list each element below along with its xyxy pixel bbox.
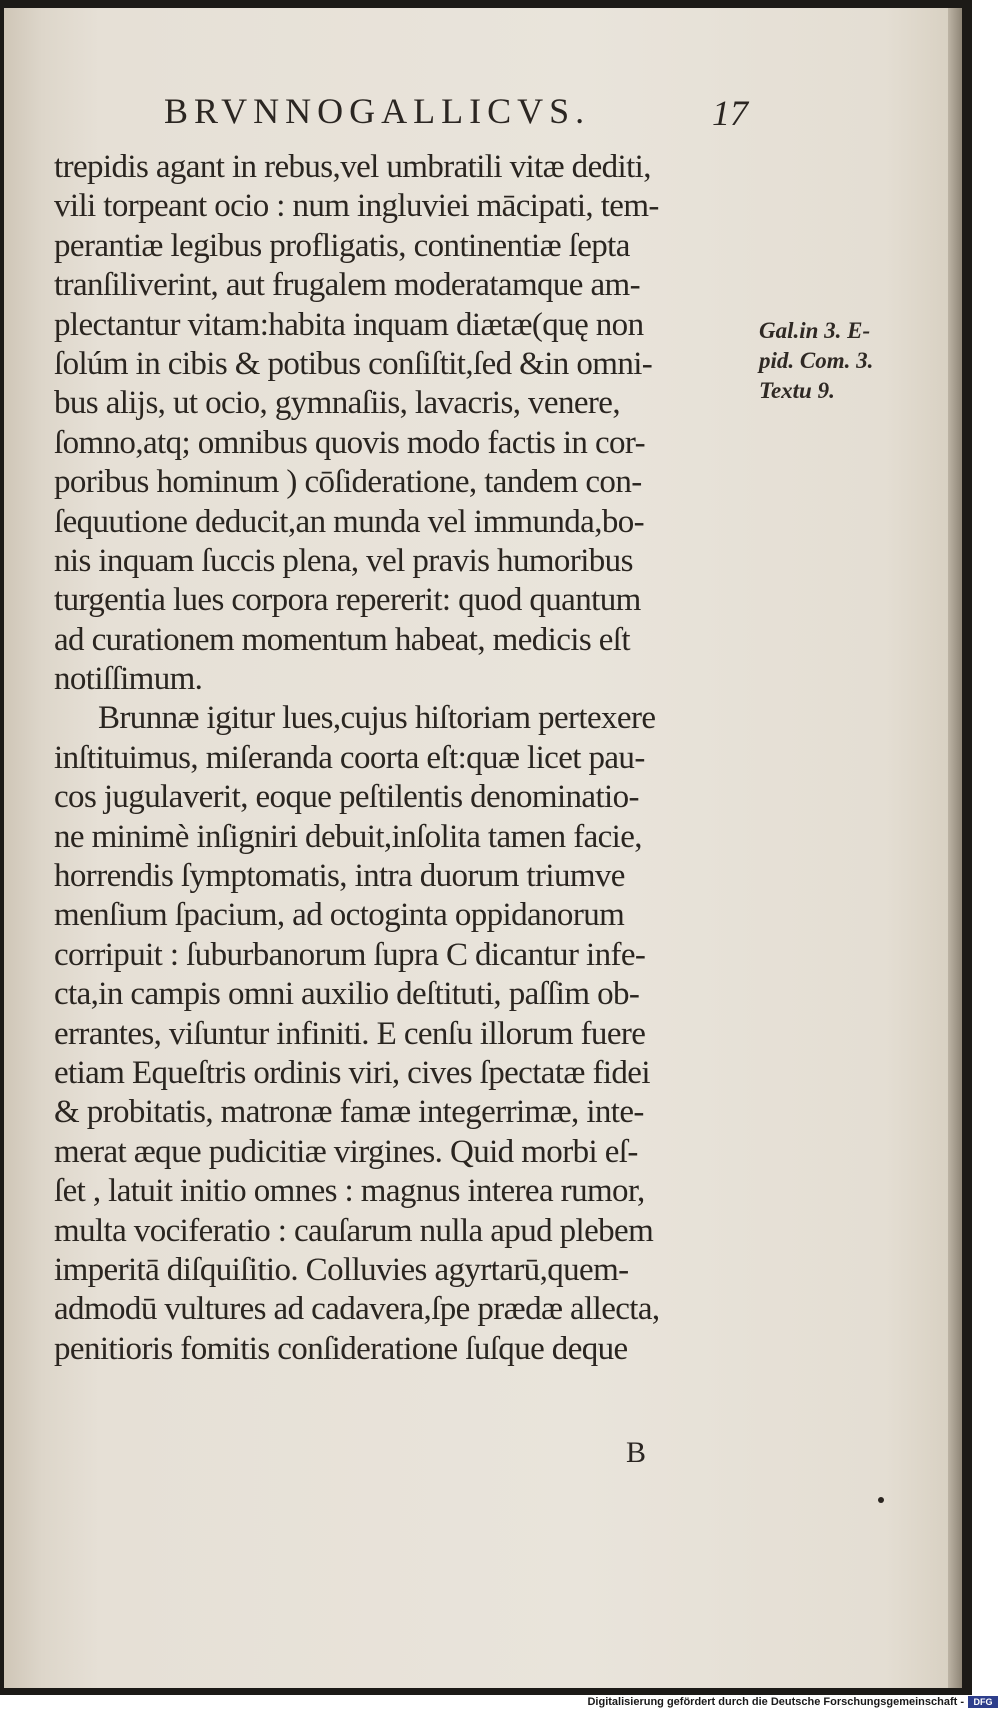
running-head-title: BRVNNOGALLICVS.	[164, 91, 591, 131]
text-line: admodū vultures ad cadavera,ſpe prædæ allecta,	[54, 1291, 660, 1328]
page-fore-edge	[948, 8, 962, 1688]
running-head	[4, 90, 964, 138]
text-line: ne minimè inſigniri debuit,inſolita tamen facie,	[54, 818, 642, 855]
text-line: & probitatis, matronæ famæ integerrimæ, inte-	[54, 1094, 644, 1131]
text-line: menſium ſpacium, ad octoginta oppidanorum	[54, 897, 625, 934]
text-line: ſomno,atq; omnibus quovis modo factis in cor-	[54, 424, 646, 461]
text-line: cos jugulaverit, eoque peſtilentis denominatio-	[54, 779, 639, 816]
paragraph-start-line: Brunnæ igitur lues,cujus hiſtoriam pertexere	[98, 700, 656, 737]
text-line: nis inquam ſuccis plena, vel pravis humoribus	[54, 542, 633, 579]
signature-mark: B	[626, 1436, 647, 1469]
marginal-note-line: Textu 9.	[759, 378, 835, 403]
text-line: bus alijs, ut ocio, gymnaſiis, lavacris, venere,	[54, 385, 620, 422]
text-line: errantes, viſuntur infiniti. E cenſu illorum fuere	[54, 1015, 646, 1052]
text-line: merat æque pudicitiæ virgines. Quid morbi eſ-	[54, 1133, 638, 1170]
page-number: 17	[712, 93, 748, 133]
text-line: vili torpeant ocio : num ingluviei mācipati, tem-	[54, 188, 659, 225]
text-line: imperitā diſquiſitio. Colluvies agyrtarū,quem-	[54, 1251, 629, 1288]
marginal-note-line: pid. Com. 3.	[759, 348, 874, 373]
marginal-note	[759, 316, 929, 406]
text-line: cta,in campis omni auxilio deſtituti, paſſim ob-	[54, 976, 640, 1013]
text-line: poribus hominum ) cōſideratione, tandem con-	[54, 464, 642, 501]
text-line: multa vociferatio : cauſarum nulla apud plebem	[54, 1212, 654, 1249]
text-line: plectantur vitam:habita inquam diætæ(quę non	[54, 306, 644, 343]
text-line: trepidis agant in rebus,vel umbratili vitæ dediti,	[54, 149, 651, 185]
ink-speck	[878, 1497, 884, 1503]
marginal-note-line: Gal.in 3. E-	[759, 318, 871, 343]
text-line: ad curationem momentum habeat, medicis eſt	[54, 621, 630, 658]
text-line: corripuit : ſuburbanorum ſupra C dicantur infe-	[54, 936, 646, 973]
text-line: ſequutione deducit,an munda vel immunda,bo-	[54, 503, 645, 540]
book-page	[4, 8, 962, 1688]
text-line: tranſiliverint, aut frugalem moderatamque am-	[54, 267, 641, 304]
funding-credit: Digitalisierung gefördert durch die Deutsche Forschungsgemeinschaft -	[587, 1696, 964, 1708]
text-line: etiam Equeſtris ordinis viri, cives ſpectatæ fidei	[54, 1054, 650, 1091]
text-line: horrendis ſymptomatis, intra duorum triumve	[54, 858, 625, 895]
text-line: ſet , latuit initio omnes : magnus interea rumor,	[54, 1173, 645, 1210]
digitization-footer	[0, 1695, 1000, 1710]
text-line: turgentia lues corpora repererit: quod quantum	[54, 582, 641, 619]
text-line: ſolúm in cibis & potibus conſiſtit,ſed &in omni-	[54, 345, 653, 382]
text-line: perantiæ legibus profligatis, continentiæ ſepta	[54, 227, 630, 264]
text-line: notiſſimum.	[54, 661, 203, 698]
dfg-logo: DFG	[968, 1696, 998, 1708]
text-line: inſtituimus, miſeranda coorta eſt:quæ licet pau-	[54, 739, 645, 776]
text-line: penitioris fomitis conſideratione ſuſque deque	[54, 1330, 628, 1367]
body-text	[54, 148, 754, 1369]
